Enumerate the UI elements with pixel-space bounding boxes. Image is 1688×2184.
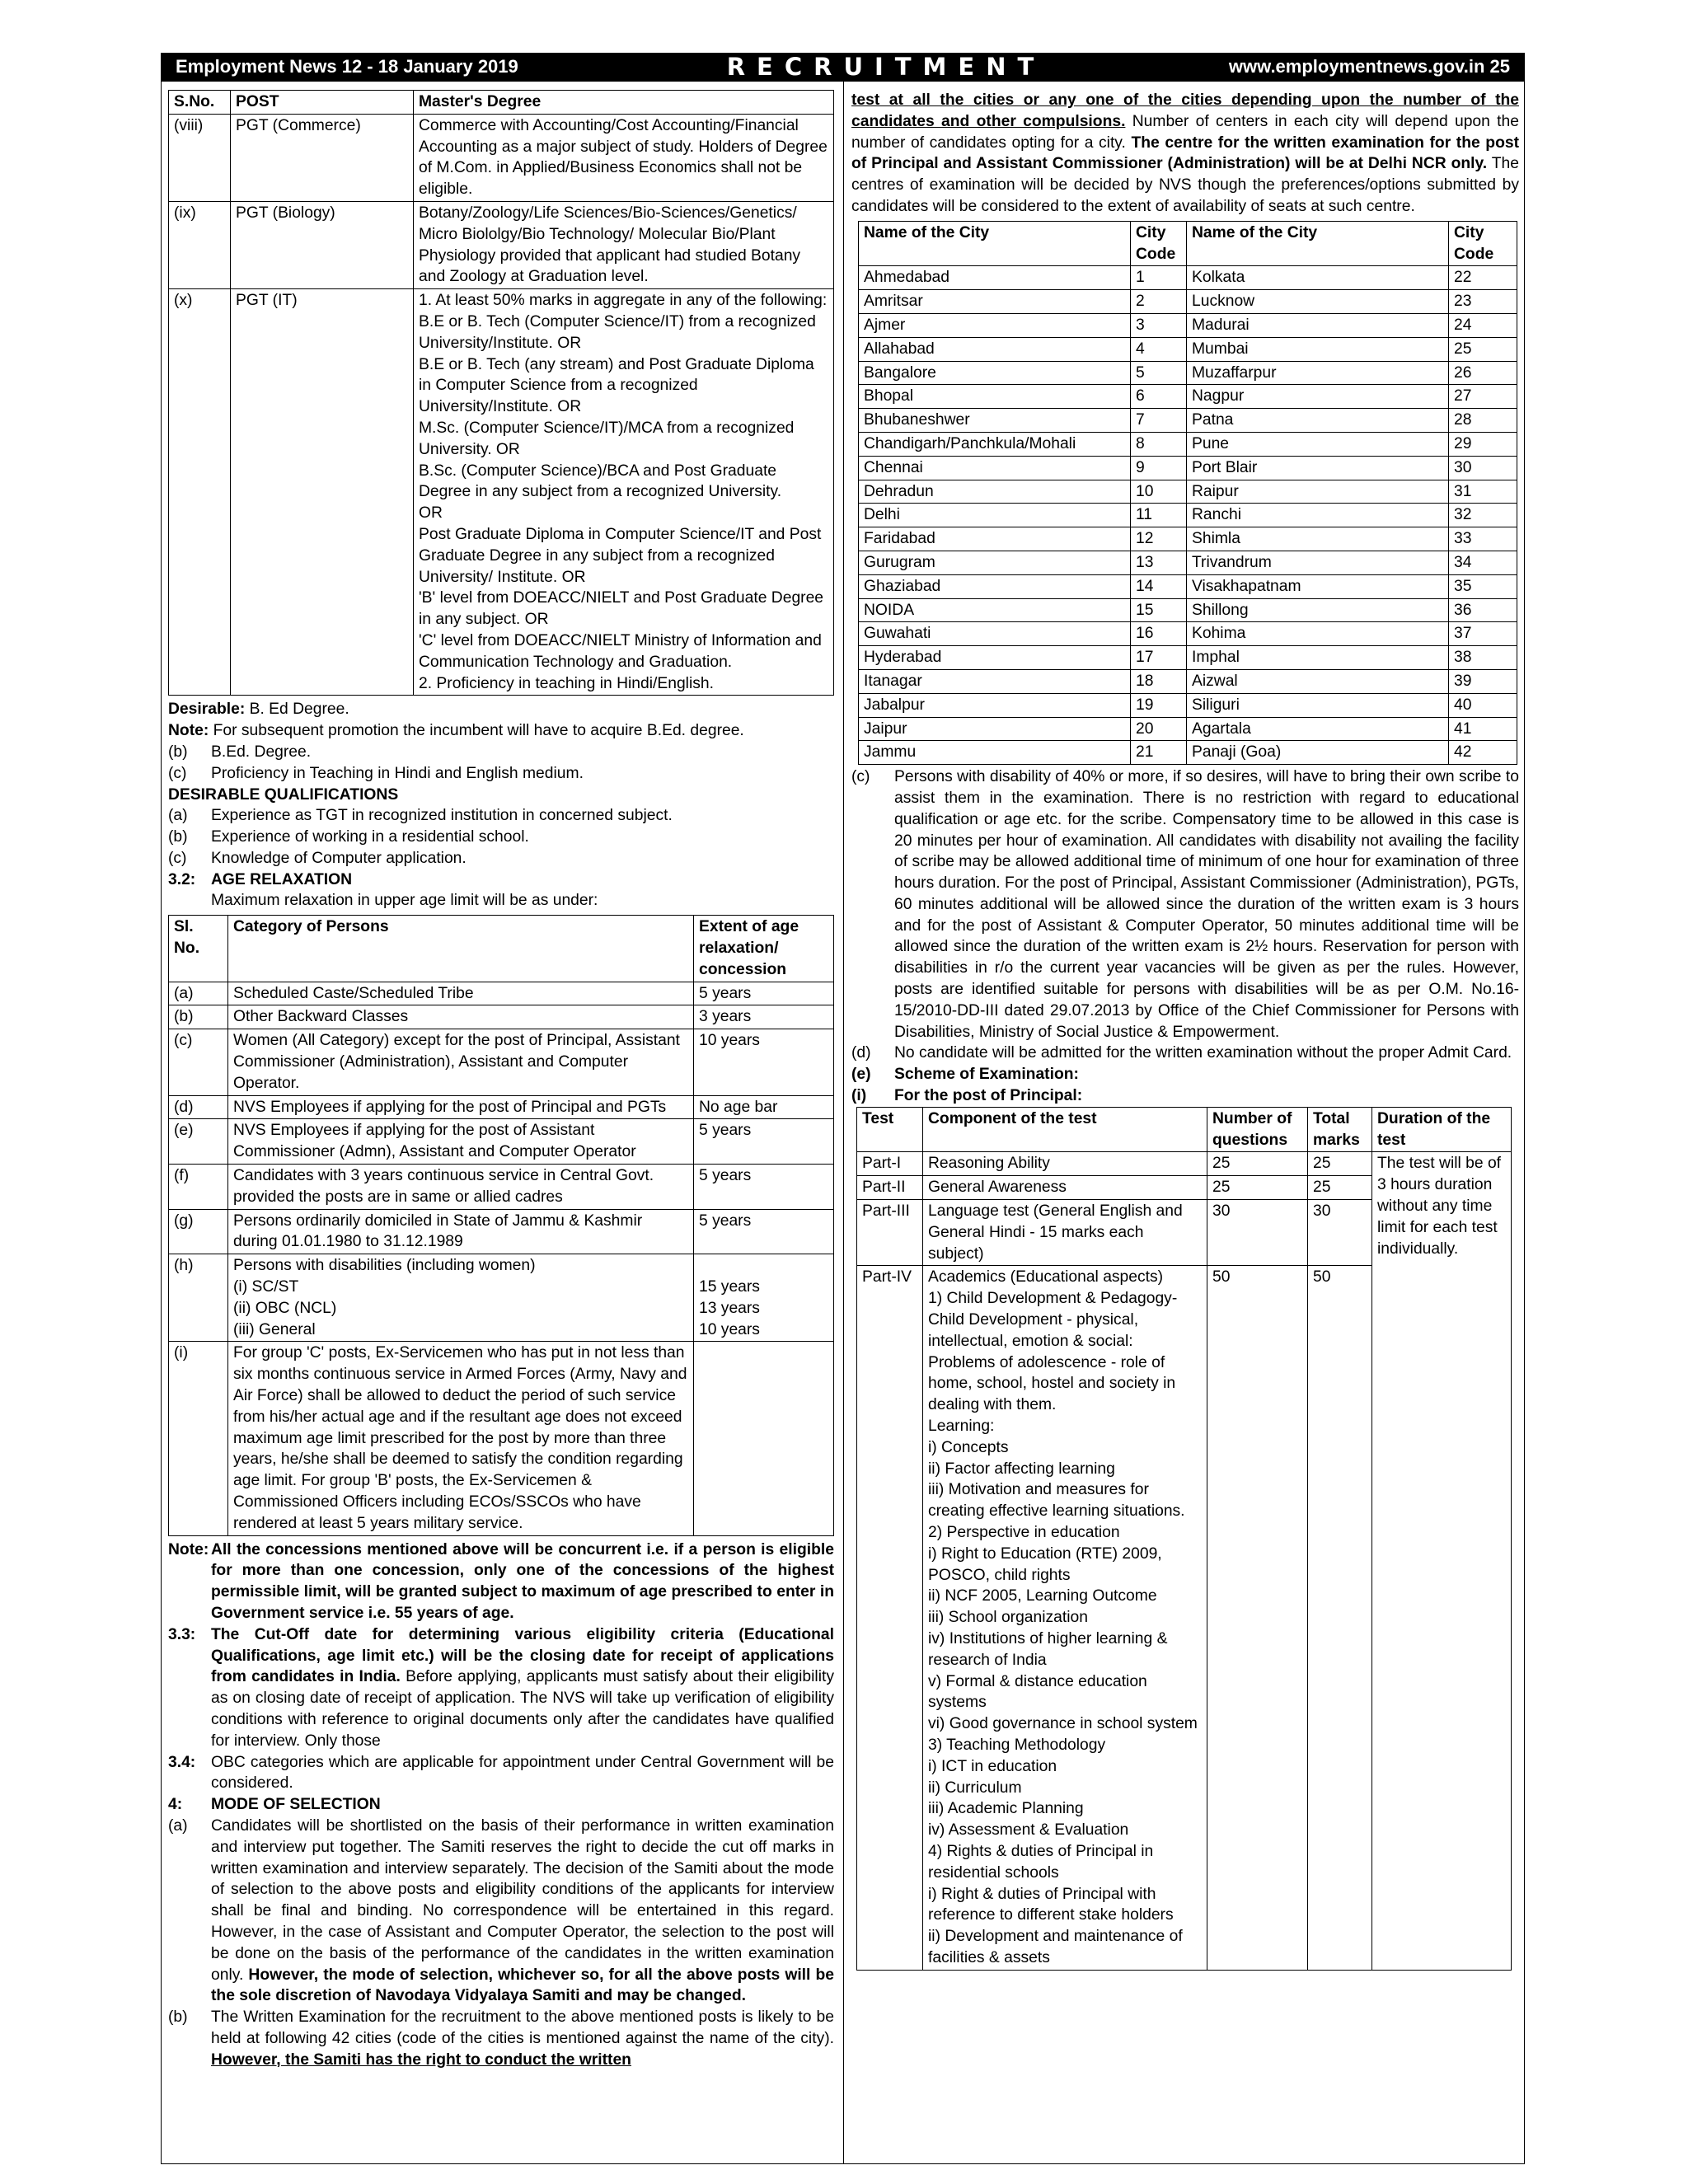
city-code-cell: 11 (1131, 504, 1187, 527)
relaxation-cell (694, 1342, 834, 1535)
city-name-cell: Hyderabad (859, 646, 1131, 670)
table-header-row (169, 916, 834, 982)
table-row (859, 693, 1517, 717)
intro-bold: The centre for the written examination for the post of Principal and Assistant Commissioner (Administration) will be at Delhi NCR only. (851, 134, 1519, 173)
header-marks: Total marks (1308, 1107, 1372, 1152)
newspaper-page (161, 53, 1525, 2164)
city-code-cell: 14 (1131, 574, 1187, 598)
city-code-cell: 33 (1449, 527, 1517, 551)
item-label: 3.3: (168, 1625, 196, 1643)
city-name-cell: Panaji (Goa) (1187, 741, 1449, 765)
header-extent: Extent of age relaxation/ concession (694, 916, 834, 982)
item-label: (b) (168, 828, 188, 846)
intro-text: Number of centers in each city will depend upon the number of candidates opting for a city. (851, 112, 1519, 152)
city-code-cell: 35 (1449, 574, 1517, 598)
questions-cell: 30 (1207, 1200, 1308, 1266)
selection-b-text: The Written Examination for the recruitment to the above mentioned posts is likely to be held at following 42 cities (code of the cities is mentioned against the name of the city). (211, 2008, 834, 2047)
sl-no-cell: (e) (169, 1119, 228, 1165)
sl-no-cell: (d) (169, 1095, 228, 1119)
obc-text: OBC categories which are applicable for appointment under Central Government will be considered. (211, 1753, 834, 1793)
item-text: Proficiency in Teaching in Hindi and English medium. (211, 764, 584, 782)
component-cell: Academics (Educational aspects) 1) Child Development & Pedagogy-Child Development - physical, intellectual, emotion & social: Problems of adolescence - role of home, school, hostel and society in dealing with them. Learning: i) Concepts ii) Factor affecting learning iii) Motivation and measures for creating effective learning situations. 2) Perspective in education i) Right to Education (RTE) 2009, POSCO, child rights ii) NCF 2005, Learning Outcome iii) School organization iv) Institutions of higher learning & research of India v) Formal & distance education systems vi) Good governance in school system 3) Teaching Methodology i) ICT in education ii) Curriculum iii) Academic Planning iv) Assessment & Evaluation 4) Rights & duties of Principal in residential schools i) Right & duties of Principal with reference to different stake holders ii) Development and maintenance of facilities & assets (923, 1266, 1207, 1970)
header-component: Component of the test (923, 1107, 1207, 1152)
city-code-cell: 40 (1449, 693, 1517, 717)
city-code-cell: 34 (1449, 551, 1517, 574)
list-item (168, 848, 834, 869)
obc-paragraph (168, 1752, 834, 1795)
city-code-cell: 27 (1449, 385, 1517, 409)
component-cell: General Awareness (923, 1176, 1207, 1200)
item-label: (a) (168, 1816, 188, 1835)
category-cell: Scheduled Caste/Scheduled Tribe (228, 982, 694, 1005)
header-city: Name of the City (859, 221, 1131, 266)
header-code: City Code (1131, 221, 1187, 266)
desirable-line (168, 699, 834, 720)
disability-text: Persons with disability of 40% or more, if so desires, will have to bring their own scribe to assist them in the examination. There is no restriction with regard to educational qualification or age etc. for the scribe. Compensatory time to be allowed in this case is 20 minutes per hour of examination. All candidates with disability not availing the facility of scribe may be allowed additional time of minimum of one hour for examination of three hours duration. For the post of Principal, Assistant Commissioner (Administration), PGTs, 60 minutes additional will be allowed since the duration of the written exam is 3 hours and for the post of Assistant & Computer Operator, 50 minutes additional time will be allowed since the duration of the written exam is 2½ hours. Reservation for person with disabilities in r/o the current year vacancies will be given as per the rules. However, posts are identified suitable for persons with disabilities will be as per O.M. No.16-15/2010-DD-III dated 29.07.2013 by Office of the Chief Commissioner for Persons with Disabilities, Ministry of Social Justice & Empowerment. (894, 768, 1519, 1041)
item-text: Knowledge of Computer application. (211, 849, 467, 867)
relaxation-cell: 3 years (694, 1005, 834, 1029)
city-code-table (858, 221, 1517, 765)
city-name-cell: Jammu (859, 741, 1131, 765)
sl-no-cell: (h) (169, 1254, 228, 1342)
left-column (168, 90, 834, 2071)
marks-cell: 30 (1308, 1200, 1372, 1266)
city-name-cell: Dehradun (859, 480, 1131, 504)
concession-note (168, 1540, 834, 1624)
city-code-cell: 29 (1449, 432, 1517, 456)
item-label: (b) (168, 2008, 188, 2027)
intro-text-2: The centres of examination will be decided by NVS though the preferences/options submitted by candidates will be considered to the extent of availability of seats at such centre. (851, 155, 1519, 215)
list-item (168, 805, 834, 827)
table-row (169, 201, 834, 288)
city-name-cell: NOIDA (859, 598, 1131, 622)
city-name-cell: Kolkata (1187, 266, 1449, 290)
post-qualification-table (168, 90, 834, 696)
city-name-cell: Jaipur (859, 717, 1131, 741)
item-label: (c) (168, 764, 187, 782)
city-code-cell: 18 (1131, 669, 1187, 693)
relaxation-cell: 5 years (694, 982, 834, 1005)
table-row (859, 551, 1517, 574)
header-category: Category of Persons (228, 916, 694, 982)
table-row (169, 1119, 834, 1165)
city-code-cell: 41 (1449, 717, 1517, 741)
disability-paragraph (851, 766, 1519, 1043)
city-name-cell: Kohima (1187, 622, 1449, 646)
degree-cell: Commerce with Accounting/Cost Accounting/Financial Accounting as a major subject of study. Holders of Degree of M.Com. in Applied/Business Economics shall not be eligible. (414, 114, 834, 201)
content-frame (161, 81, 1525, 2164)
note-text: All the concessions mentioned above will be concurrent i.e. if a person is eligible for more than one concession, only one of the concessions of the highest permissible limit, will be granted subject to maximum of age prescribed to enter in Government service i.e. 55 years of age. (211, 1540, 834, 1622)
header-masters-degree: Master's Degree (414, 91, 834, 115)
table-row (859, 409, 1517, 433)
city-name-cell: Muzaffarpur (1187, 361, 1449, 385)
table-row (859, 290, 1517, 314)
city-name-cell: Delhi (859, 504, 1131, 527)
city-code-cell: 1 (1131, 266, 1187, 290)
city-code-cell: 25 (1449, 337, 1517, 361)
city-code-cell: 17 (1131, 646, 1187, 670)
cutoff-paragraph (168, 1624, 834, 1752)
table-row (859, 598, 1517, 622)
relaxation-cell: No age bar (694, 1095, 834, 1119)
scheme-title: Scheme of Examination: (894, 1066, 1079, 1084)
post-cell: PGT (IT) (231, 289, 414, 696)
city-name-cell: Aizwal (1187, 669, 1449, 693)
list-item (168, 763, 834, 785)
city-code-cell: 6 (1131, 385, 1187, 409)
degree-cell: Botany/Zoology/Life Sciences/Bio-Sciences/Genetics/ Micro Biololgy/Bio Technology/ Molecular Bio/Plant Physiology provided that applicant had studied Botany and Zoology at Graduation level. (414, 201, 834, 288)
city-name-cell: Bhopal (859, 385, 1131, 409)
table-row (169, 1095, 834, 1119)
city-name-cell: Amritsar (859, 290, 1131, 314)
city-code-cell: 19 (1131, 693, 1187, 717)
column-divider (843, 82, 844, 2163)
marks-cell: 25 (1308, 1152, 1372, 1176)
table-header-row (169, 91, 834, 115)
relaxation-cell: 5 years (694, 1119, 834, 1165)
header-post: POST (231, 91, 414, 115)
item-label: (i) (851, 1087, 867, 1105)
city-name-cell: Allahabad (859, 337, 1131, 361)
table-header-row (857, 1107, 1512, 1152)
admit-card-paragraph (851, 1043, 1519, 1064)
relaxation-cell: 5 years (694, 1165, 834, 1210)
city-code-cell: 3 (1131, 313, 1187, 337)
intro-bold-underlined: test at all the cities or any one of the cities depending upon the number of the candidates and other compulsions. (851, 91, 1519, 130)
table-row (169, 1005, 834, 1029)
category-cell: Persons with disabilities (including women) (i) SC/ST (ii) OBC (NCL) (iii) General (228, 1254, 694, 1342)
city-code-cell: 16 (1131, 622, 1187, 646)
city-name-cell: Port Blair (1187, 456, 1449, 480)
table-row (859, 717, 1517, 741)
note-label: Note: (168, 1540, 209, 1558)
city-code-cell: 7 (1131, 409, 1187, 433)
relaxation-cell: 5 years (694, 1209, 834, 1254)
city-name-cell: Visakhapatnam (1187, 574, 1449, 598)
test-part-cell: Part-IV (857, 1266, 923, 1970)
component-cell: Language test (General English and General Hindi - 15 marks each subject) (923, 1200, 1207, 1266)
questions-cell: 25 (1207, 1176, 1308, 1200)
table-row (169, 1254, 834, 1342)
city-name-cell: Nagpur (1187, 385, 1449, 409)
category-cell: NVS Employees if applying for the post of Principal and PGTs (228, 1095, 694, 1119)
duration-cell: The test will be of 3 hours duration without any time limit for each test individually. (1372, 1152, 1512, 1970)
item-label: 3.4: (168, 1753, 196, 1771)
publication-date: Employment News 12 - 18 January 2019 (176, 56, 518, 77)
age-relaxation-table (168, 915, 834, 1535)
selection-b (168, 2007, 834, 2070)
city-name-cell: Chennai (859, 456, 1131, 480)
city-name-cell: Chandigarh/Panchkula/Mohali (859, 432, 1131, 456)
city-name-cell: Itanagar (859, 669, 1131, 693)
sl-no-cell: (i) (169, 1342, 228, 1535)
table-row (169, 1342, 834, 1535)
city-code-cell: 15 (1131, 598, 1187, 622)
item-text: Experience as TGT in recognized institution in concerned subject. (211, 807, 673, 825)
table-row (859, 385, 1517, 409)
table-header-row (859, 221, 1517, 266)
city-name-cell: Bangalore (859, 361, 1131, 385)
marks-cell: 50 (1308, 1266, 1372, 1970)
city-code-cell: 13 (1131, 551, 1187, 574)
table-row (857, 1152, 1512, 1176)
table-row (859, 622, 1517, 646)
city-code-cell: 42 (1449, 741, 1517, 765)
table-row (169, 982, 834, 1005)
item-label: (d) (851, 1044, 871, 1062)
city-name-cell: Mumbai (1187, 337, 1449, 361)
city-code-cell: 38 (1449, 646, 1517, 670)
city-code-cell: 24 (1449, 313, 1517, 337)
sl-no-cell: (c) (169, 1029, 228, 1095)
relaxation-cell: 10 years (694, 1029, 834, 1095)
sl-no-cell: (b) (169, 1005, 228, 1029)
questions-cell: 25 (1207, 1152, 1308, 1176)
selection-a (168, 1816, 834, 2007)
header-city: Name of the City (1187, 221, 1449, 266)
item-text: Experience of working in a residential school. (211, 828, 529, 846)
relaxation-cell: 15 years 13 years 10 years (694, 1254, 834, 1342)
city-code-cell: 30 (1449, 456, 1517, 480)
exam-centre-paragraph (851, 90, 1519, 218)
table-row (169, 1209, 834, 1254)
category-cell: Persons ordinarily domiciled in State of Jammu & Kashmir during 01.01.1980 to 31.12.1989 (228, 1209, 694, 1254)
city-name-cell: Shimla (1187, 527, 1449, 551)
table-row (859, 337, 1517, 361)
admit-text: No candidate will be admitted for the written examination without the proper Admit Card. (894, 1044, 1512, 1062)
age-relaxation-heading (168, 869, 834, 891)
selection-a-text: Candidates will be shortlisted on the basis of their performance in written examination and interview put together. The Samiti reserves the right to decide the cut off marks in written examination and interview separately. The decision of the Samiti about the mode of selection to the above posts and eligibility conditions of the applicants for interview shall be final and binding. No correspondence will be entertained in this regard. However, in the case of Assistant and Computer Operator, the selection to the post will be done on the basis of the performance of the candidates in the written examination only. (211, 1816, 834, 1984)
header-duration: Duration of the test (1372, 1107, 1512, 1152)
city-code-cell: 21 (1131, 741, 1187, 765)
cutoff-bold-text: The Cut-Off date for determining various eligibility criteria (Educational Qualifications, age limit etc.) will be the closing date for receipt of applications from candidates in India. (211, 1625, 834, 1686)
city-name-cell: Guwahati (859, 622, 1131, 646)
item-label: (b) (168, 743, 188, 761)
city-code-cell: 39 (1449, 669, 1517, 693)
city-name-cell: Ranchi (1187, 504, 1449, 527)
desirable-text: B. Ed Degree. (249, 701, 349, 719)
table-row (859, 480, 1517, 504)
section-title: RECRUITMENT (726, 53, 1046, 81)
degree-cell: 1. At least 50% marks in aggregate in any of the following: B.E or B. Tech (Computer Science/IT) from a recognized University/Institute. OR B.E or B. Tech (any stream) and Post Graduate Diploma in Computer Science from a recognized University/Institute. OR M.Sc. (Computer Science/IT)/MCA from a recognized University. OR B.Sc. (Computer Science)/BCA and Post Graduate Degree in any subject from a recognized University. OR Post Graduate Diploma in Computer Science/IT and Post Graduate Degree in any subject from a recognized University/ Institute. OR 'B' level from DOEACC/NIELT and Post Graduate Degree in any subject. OR 'C' level from DOEACC/NIELT Ministry of Information and Communication Technology and Graduation. 2. Proficiency in teaching in Hindi/English. (414, 289, 834, 696)
section-number: 4: (168, 1796, 183, 1814)
sl-no-cell: (g) (169, 1209, 228, 1254)
category-cell: Candidates with 3 years continuous service in Central Govt. provided the posts are in same or allied cadres (228, 1165, 694, 1210)
city-name-cell: Shillong (1187, 598, 1449, 622)
test-part-cell: Part-II (857, 1176, 923, 1200)
selection-heading (168, 1794, 834, 1816)
city-name-cell: Gurugram (859, 551, 1131, 574)
note-line (168, 720, 834, 742)
table-row (859, 527, 1517, 551)
exam-scheme-table (856, 1107, 1512, 1971)
table-row (859, 574, 1517, 598)
page-header (161, 53, 1525, 81)
questions-cell: 50 (1207, 1266, 1308, 1970)
category-cell: Other Backward Classes (228, 1005, 694, 1029)
desirable-label: Desirable: (168, 701, 246, 719)
city-name-cell: Ahmedabad (859, 266, 1131, 290)
city-code-cell: 32 (1449, 504, 1517, 527)
city-code-cell: 37 (1449, 622, 1517, 646)
table-row (169, 289, 834, 696)
table-row (169, 1165, 834, 1210)
selection-b-bold: However, the Samiti has the right to conduct the written (211, 2050, 631, 2069)
category-cell: NVS Employees if applying for the post of Assistant Commissioner (Admn), Assistant and Computer Operator (228, 1119, 694, 1165)
city-code-cell: 5 (1131, 361, 1187, 385)
city-code-cell: 4 (1131, 337, 1187, 361)
table-row (859, 432, 1517, 456)
sl-no-cell: (f) (169, 1165, 228, 1210)
post-cell: PGT (Biology) (231, 201, 414, 288)
item-label: (e) (851, 1066, 871, 1084)
header-sno: S.No. (169, 91, 231, 115)
city-name-cell: Jabalpur (859, 693, 1131, 717)
city-code-cell: 28 (1449, 409, 1517, 433)
item-text: B.Ed. Degree. (211, 743, 312, 761)
header-test: Test (857, 1107, 923, 1152)
principal-heading (851, 1085, 1519, 1107)
city-code-cell: 9 (1131, 456, 1187, 480)
category-cell: For group 'C' posts, Ex-Servicemen who has put in not less than six months continuous service in Armed Forces (Army, Navy and Air Force) shall be allowed to deduct the period of such service from his/her actual age and if the resultant age does not exceed maximum age limit prescribed for the post by more than three years, he/she shall be deemed to satisfy the condition regarding age limit. For group 'B' posts, the Ex-Servicemen & Commissioned Officers including ECOs/SSCOs who have rendered at least 5 years military service. (228, 1342, 694, 1535)
post-cell: PGT (Commerce) (231, 114, 414, 201)
table-row (859, 741, 1517, 765)
table-row (859, 361, 1517, 385)
desirable-qualifications-heading: DESIRABLE QUALIFICATIONS (168, 785, 399, 804)
table-row (859, 504, 1517, 527)
city-code-cell: 8 (1131, 432, 1187, 456)
city-code-cell: 12 (1131, 527, 1187, 551)
item-label: (c) (168, 849, 187, 867)
sno-cell: (x) (169, 289, 231, 696)
city-code-cell: 10 (1131, 480, 1187, 504)
note-label: Note: (168, 722, 209, 740)
header-questions: Number of questions (1207, 1107, 1308, 1152)
test-part-cell: Part-I (857, 1152, 923, 1176)
city-name-cell: Ghaziabad (859, 574, 1131, 598)
table-row (859, 456, 1517, 480)
table-row (169, 1029, 834, 1095)
test-part-cell: Part-III (857, 1200, 923, 1266)
city-name-cell: Faridabad (859, 527, 1131, 551)
section-heading: AGE RELAXATION (211, 870, 353, 888)
city-code-cell: 26 (1449, 361, 1517, 385)
table-row (859, 669, 1517, 693)
right-column (851, 90, 1519, 1971)
list-item (168, 742, 834, 763)
item-label: (c) (851, 768, 870, 786)
city-name-cell: Patna (1187, 409, 1449, 433)
scheme-heading (851, 1064, 1519, 1085)
city-code-cell: 36 (1449, 598, 1517, 622)
cutoff-text: Before applying, applicants must satisfy about their eligibility as on closing date of receipt of application. The NVS will take up verification of eligibility conditions with reference to original documents only after the candidates have qualified for interview. Only those (211, 1668, 834, 1750)
city-code-cell: 20 (1131, 717, 1187, 741)
header-code: City Code (1449, 221, 1517, 266)
section-number: 3.2: (168, 870, 196, 888)
sno-cell: (ix) (169, 201, 231, 288)
city-name-cell: Pune (1187, 432, 1449, 456)
component-cell: Reasoning Ability (923, 1152, 1207, 1176)
table-row (859, 646, 1517, 670)
category-cell: Women (All Category) except for the post of Principal, Assistant Commissioner (Administration), Assistant and Computer Operator. (228, 1029, 694, 1095)
city-code-cell: 2 (1131, 290, 1187, 314)
city-name-cell: Madurai (1187, 313, 1449, 337)
city-name-cell: Trivandrum (1187, 551, 1449, 574)
sl-no-cell: (a) (169, 982, 228, 1005)
city-name-cell: Bhubaneshwer (859, 409, 1131, 433)
list-item (168, 827, 834, 848)
city-name-cell: Imphal (1187, 646, 1449, 670)
city-name-cell: Ajmer (859, 313, 1131, 337)
city-code-cell: 23 (1449, 290, 1517, 314)
marks-cell: 25 (1308, 1176, 1372, 1200)
city-code-cell: 31 (1449, 480, 1517, 504)
city-name-cell: Raipur (1187, 480, 1449, 504)
table-row (859, 266, 1517, 290)
table-row (169, 114, 834, 201)
section-heading: MODE OF SELECTION (211, 1796, 381, 1814)
city-name-cell: Siliguri (1187, 693, 1449, 717)
header-sl-no: Sl. No. (169, 916, 228, 982)
sno-cell: (viii) (169, 114, 231, 201)
city-name-cell: Lucknow (1187, 290, 1449, 314)
city-name-cell: Agartala (1187, 717, 1449, 741)
city-code-cell: 22 (1449, 266, 1517, 290)
principal-title: For the post of Principal: (894, 1087, 1083, 1105)
note-text: For subsequent promotion the incumbent will have to acquire B.Ed. degree. (213, 722, 744, 740)
table-row (859, 313, 1517, 337)
website-page-number: www.employmentnews.gov.in 25 (1228, 56, 1510, 77)
selection-a-bold: However, the mode of selection, whichever so, for all the above posts will be the sole discretion of Navodaya Vidyalaya Samiti and may be changed. (211, 1966, 835, 2005)
item-label: (a) (168, 807, 188, 825)
age-relaxation-intro: Maximum relaxation in upper age limit will be as under: (211, 892, 598, 910)
